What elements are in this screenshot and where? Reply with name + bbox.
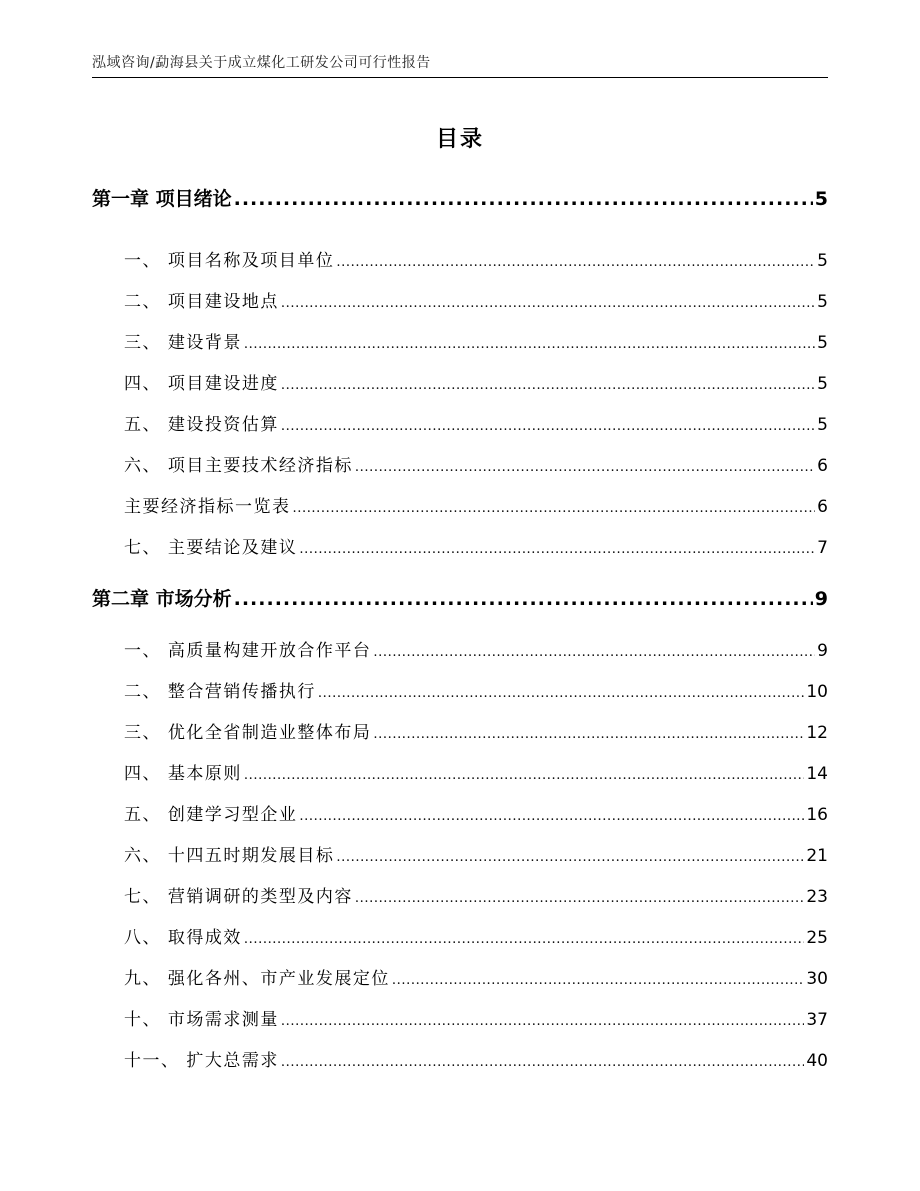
toc-entry-section[interactable] bbox=[92, 718, 828, 743]
toc-entry-label: 三、 建设背景 bbox=[124, 333, 242, 353]
toc-entry-page: 14 bbox=[806, 764, 828, 784]
toc-entry-section[interactable] bbox=[92, 328, 828, 353]
toc-entry-page: 16 bbox=[806, 805, 828, 825]
toc-entry-label: 第一章 项目绪论 bbox=[92, 188, 232, 210]
dot-leader bbox=[293, 501, 816, 516]
toc-entry-label: 七、 营销调研的类型及内容 bbox=[124, 887, 353, 907]
toc-entry-label: 二、 整合营销传播执行 bbox=[124, 682, 316, 702]
toc-entry-section[interactable] bbox=[92, 533, 828, 558]
toc-entry-page: 23 bbox=[806, 887, 828, 907]
toc-entry-page: 10 bbox=[806, 682, 828, 702]
toc-entry-label: 六、 十四五时期发展目标 bbox=[124, 846, 335, 866]
running-header: 泓域咨询/勐海县关于成立煤化工研发公司可行性报告 bbox=[92, 55, 431, 71]
toc-entry-section[interactable] bbox=[92, 841, 828, 866]
toc-entry-page: 5 bbox=[817, 251, 828, 271]
toc-entry-section[interactable] bbox=[92, 759, 828, 784]
toc-entry-page: 5 bbox=[817, 415, 828, 435]
toc-entry-chapter[interactable] bbox=[92, 184, 828, 211]
dot-leader bbox=[281, 419, 815, 434]
toc-entry-page: 21 bbox=[806, 846, 828, 866]
toc-entry-label: 十一、 扩大总需求 bbox=[124, 1051, 279, 1071]
dot-leader bbox=[373, 727, 804, 742]
toc-entry-page: 25 bbox=[806, 928, 828, 948]
toc-entry-page: 30 bbox=[806, 969, 828, 989]
toc-entry-label: 主要经济指标一览表 bbox=[124, 497, 291, 517]
dot-leader bbox=[244, 768, 804, 783]
toc-entry-page: 5 bbox=[817, 333, 828, 353]
dot-leader bbox=[336, 850, 804, 865]
dot-leader bbox=[281, 378, 815, 393]
toc-entry-label: 六、 项目主要技术经济指标 bbox=[124, 456, 353, 476]
dot-leader bbox=[281, 1055, 804, 1070]
toc-entry-section[interactable] bbox=[92, 882, 828, 907]
toc-entry-label: 四、 基本原则 bbox=[124, 764, 242, 784]
header-rule bbox=[92, 77, 828, 78]
toc-entry-label: 一、 高质量构建开放合作平台 bbox=[124, 641, 372, 661]
toc-entry-label: 四、 项目建设进度 bbox=[124, 374, 279, 394]
dot-leader bbox=[281, 296, 815, 311]
dot-leader bbox=[299, 542, 815, 557]
toc-entry-label: 五、 创建学习型企业 bbox=[124, 805, 298, 825]
toc-entry-label: 五、 建设投资估算 bbox=[124, 415, 279, 435]
dot-leader bbox=[234, 188, 813, 210]
toc-entry-page: 9 bbox=[817, 641, 828, 661]
toc-entry-label: 七、 主要结论及建议 bbox=[124, 538, 298, 558]
toc-title: 目录 bbox=[435, 127, 484, 152]
dot-leader bbox=[355, 891, 804, 906]
toc-entry-page: 6 bbox=[817, 456, 828, 476]
toc-entry-section[interactable] bbox=[92, 369, 828, 394]
toc-entry-section[interactable] bbox=[92, 800, 828, 825]
toc-entry-section[interactable] bbox=[92, 964, 828, 989]
toc-entry-section[interactable] bbox=[92, 410, 828, 435]
toc-entry-label: 八、 取得成效 bbox=[124, 928, 242, 948]
toc-entry-label: 九、 强化各州、市产业发展定位 bbox=[124, 969, 390, 989]
toc-entry-label: 三、 优化全省制造业整体布局 bbox=[124, 723, 372, 743]
toc-entry-section[interactable] bbox=[92, 1046, 828, 1071]
dot-leader bbox=[281, 1014, 804, 1029]
toc-entry-page: 5 bbox=[814, 188, 828, 210]
toc-entry-page: 6 bbox=[817, 497, 828, 517]
toc-entry-section[interactable] bbox=[92, 451, 828, 476]
toc-entry-chapter[interactable] bbox=[92, 584, 828, 611]
dot-leader bbox=[318, 686, 804, 701]
dot-leader bbox=[244, 337, 815, 352]
dot-leader bbox=[392, 973, 804, 988]
toc-entry-label: 一、 项目名称及项目单位 bbox=[124, 251, 335, 271]
toc-entry-page: 7 bbox=[817, 538, 828, 558]
toc-entry-page: 9 bbox=[814, 588, 828, 610]
toc-entry-section[interactable] bbox=[92, 923, 828, 948]
toc-entry-label: 第二章 市场分析 bbox=[92, 588, 232, 610]
toc-entry-section[interactable] bbox=[92, 287, 828, 312]
toc-entry-page: 12 bbox=[806, 723, 828, 743]
toc-entry-section[interactable] bbox=[92, 1005, 828, 1030]
dot-leader bbox=[244, 932, 804, 947]
toc-entry-section[interactable] bbox=[92, 246, 828, 271]
dot-leader bbox=[355, 460, 815, 475]
toc-entry-label: 二、 项目建设地点 bbox=[124, 292, 279, 312]
toc-entry-table[interactable] bbox=[92, 492, 828, 517]
toc-entry-page: 37 bbox=[806, 1010, 828, 1030]
dot-leader bbox=[299, 809, 804, 824]
toc-entry-page: 5 bbox=[817, 374, 828, 394]
toc-entry-section[interactable] bbox=[92, 636, 828, 661]
toc-entry-page: 40 bbox=[806, 1051, 828, 1071]
dot-leader bbox=[373, 645, 815, 660]
toc-entry-page: 5 bbox=[817, 292, 828, 312]
toc-entry-label: 十、 市场需求测量 bbox=[124, 1010, 279, 1030]
dot-leader bbox=[336, 255, 815, 270]
dot-leader bbox=[234, 588, 813, 610]
toc-entry-section[interactable] bbox=[92, 677, 828, 702]
